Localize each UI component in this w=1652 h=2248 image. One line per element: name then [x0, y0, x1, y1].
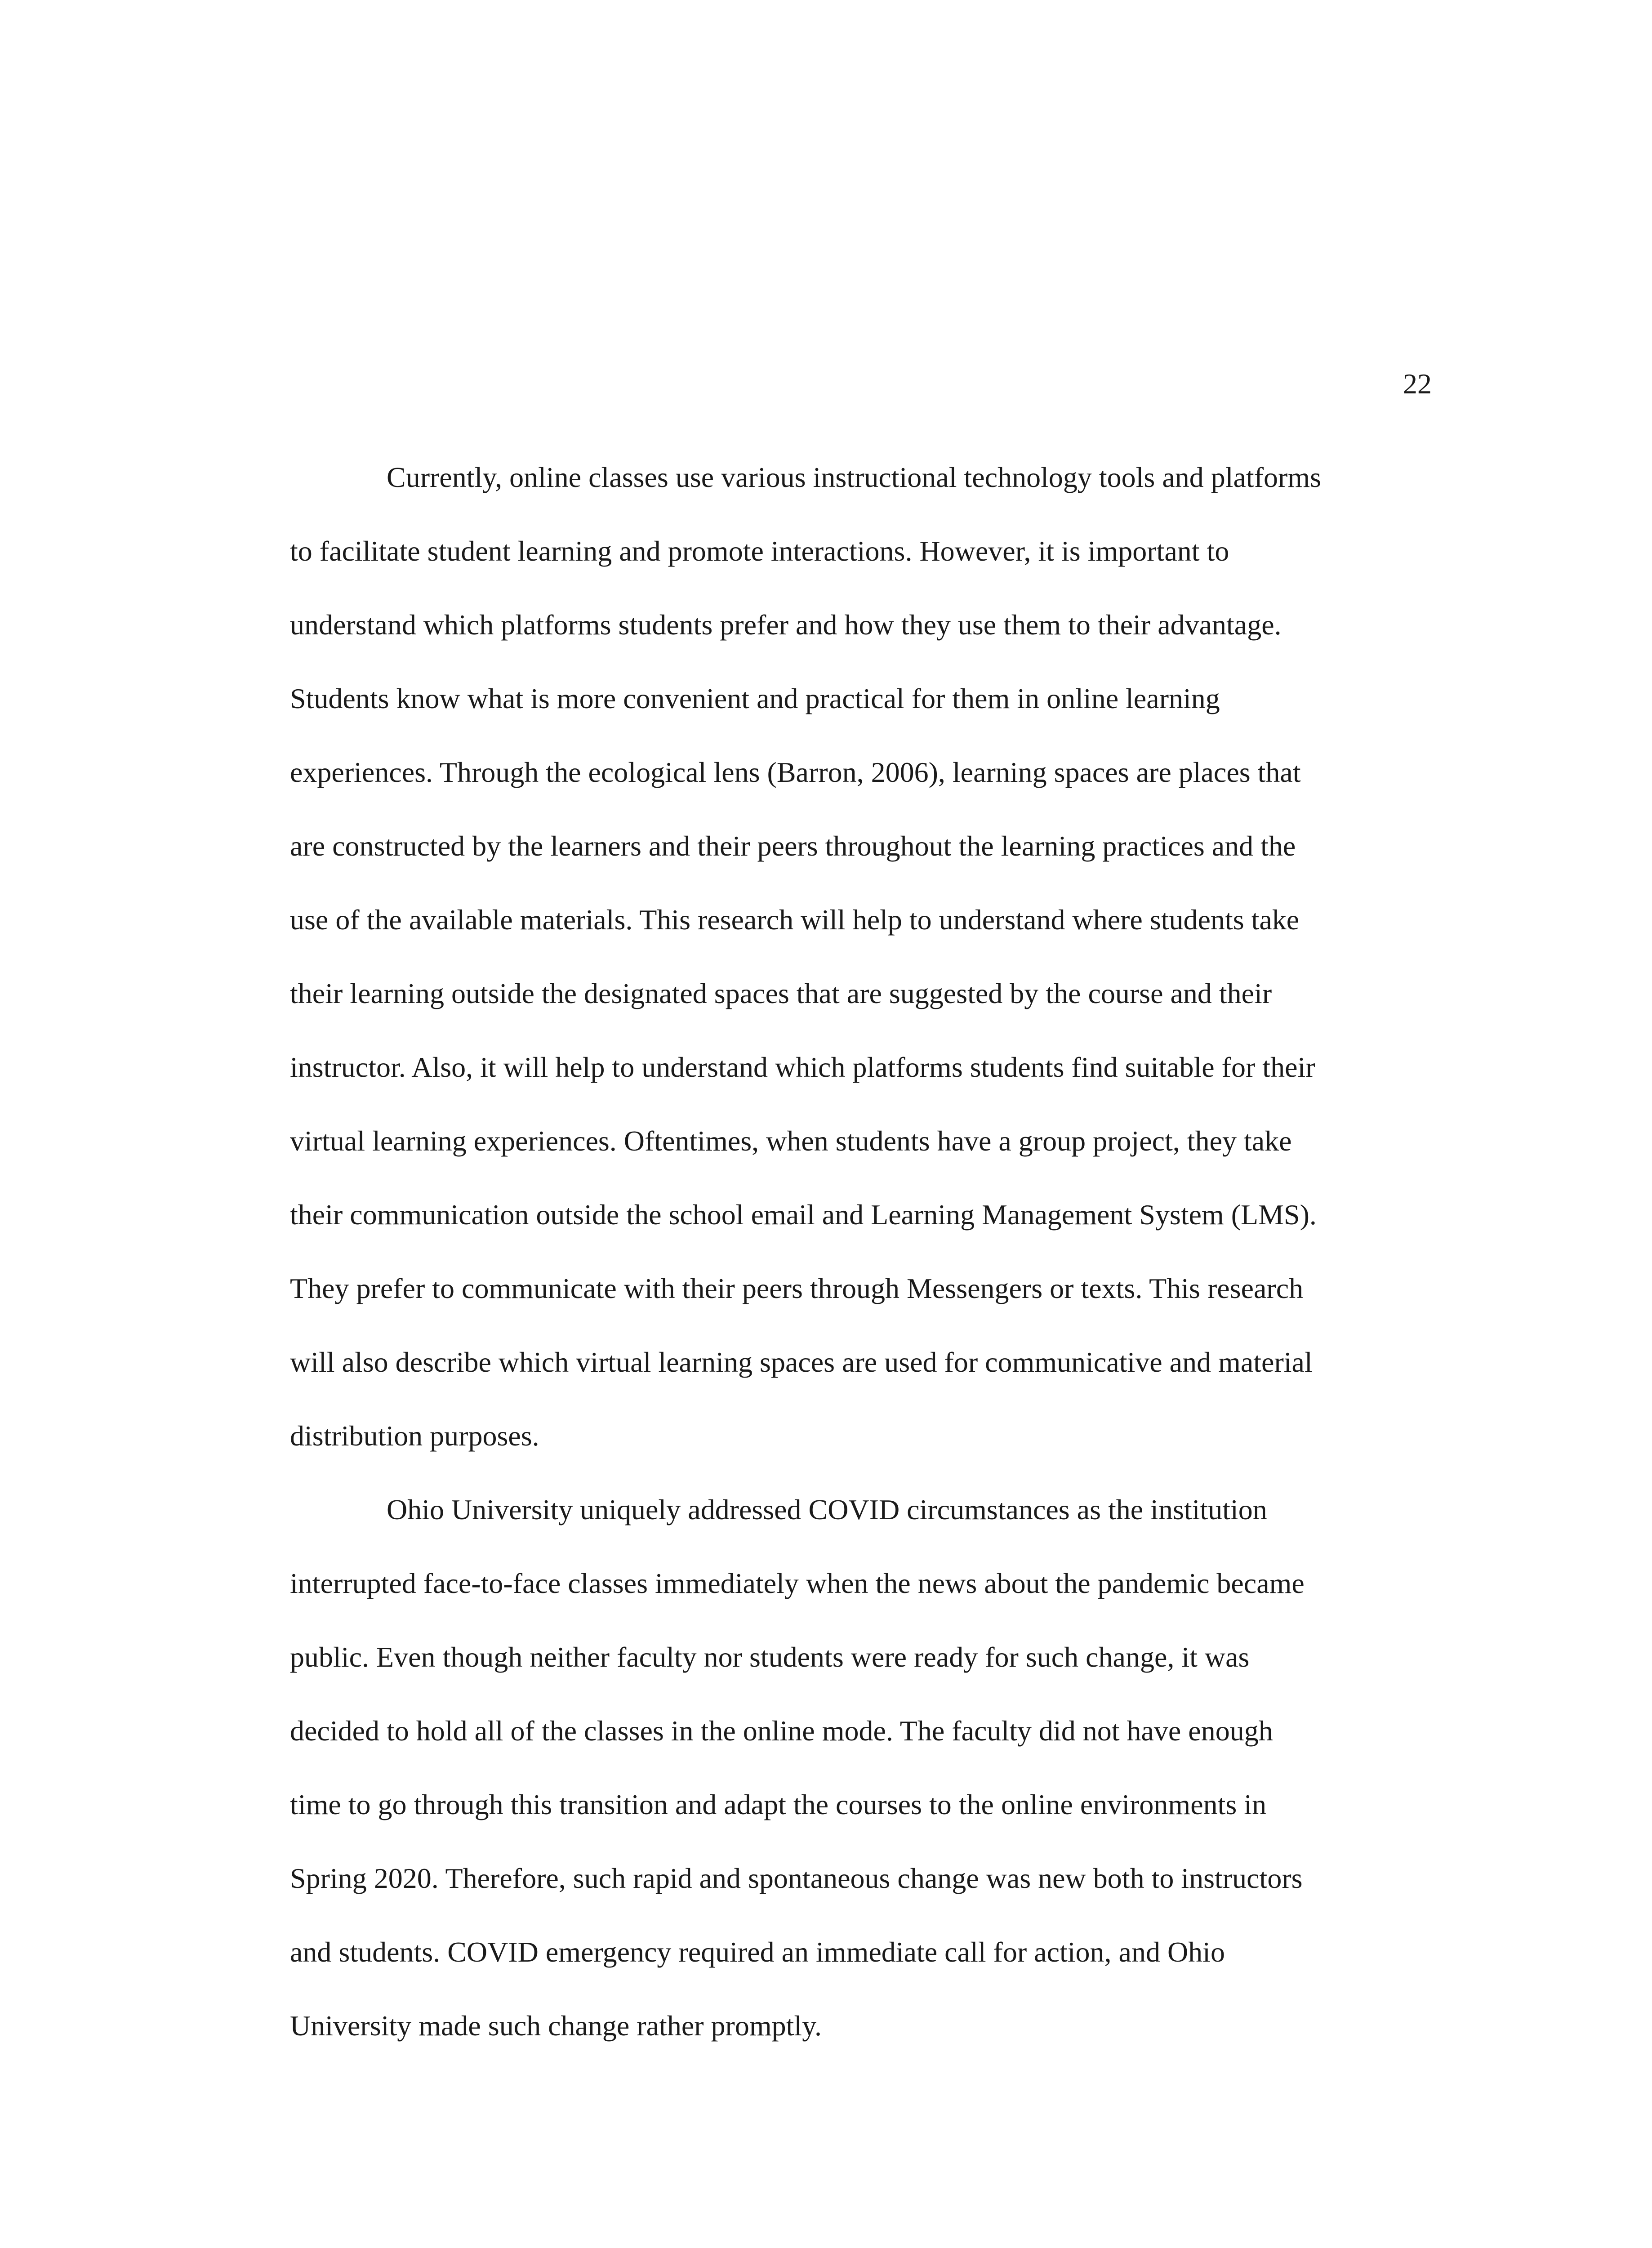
paragraph-line: University made such change rather promptly.: [290, 2010, 822, 2042]
paragraph-line: Ohio University uniquely addressed COVID circumstances as the institution: [387, 1494, 1267, 1525]
paragraph-line: their communication outside the school email and Learning Management System (LMS).: [290, 1199, 1317, 1231]
page-number: 22: [1403, 368, 1432, 400]
paragraph-line: experiences. Through the ecological lens (Barron, 2006), learning spaces are places that: [290, 756, 1301, 788]
paragraph-1: [290, 441, 1441, 1473]
paragraph-2: [290, 1473, 1441, 2063]
paragraph-line: will also describe which virtual learning spaces are used for communicative and material: [290, 1346, 1313, 1378]
paragraph-line: understand which platforms students prefer and how they use them to their advantage.: [290, 609, 1282, 641]
paragraph-line: Currently, online classes use various instructional technology tools and platforms: [387, 461, 1321, 493]
paragraph-line: distribution purposes.: [290, 1420, 539, 1452]
paragraph-line: interrupted face-to-face classes immediately when the news about the pandemic became: [290, 1567, 1305, 1599]
paragraph-line: decided to hold all of the classes in the online mode. The faculty did not have enough: [290, 1715, 1273, 1747]
paragraph-line: to facilitate student learning and promote interactions. However, it is important to: [290, 535, 1229, 567]
paragraph-line: their learning outside the designated spaces that are suggested by the course and their: [290, 977, 1272, 1009]
paragraph-line: time to go through this transition and adapt the courses to the online environments in: [290, 1789, 1267, 1820]
paragraph-line: Students know what is more convenient and practical for them in online learning: [290, 682, 1220, 714]
paragraph-line: and students. COVID emergency required an immediate call for action, and Ohio: [290, 1936, 1225, 1968]
paragraph-line: They prefer to communicate with their peers through Messengers or texts. This research: [290, 1272, 1304, 1304]
paragraph-line: are constructed by the learners and their peers throughout the learning practices and the: [290, 830, 1296, 862]
paragraph-line: Spring 2020. Therefore, such rapid and spontaneous change was new both to instructors: [290, 1862, 1303, 1894]
body-text: [290, 441, 1441, 2063]
paragraph-line: instructor. Also, it will help to understand which platforms students find suitable for their: [290, 1051, 1315, 1083]
paragraph-line: use of the available materials. This research will help to understand where students take: [290, 904, 1300, 936]
paragraph-line: virtual learning experiences. Oftentimes, when students have a group project, they take: [290, 1125, 1292, 1157]
paragraph-line: public. Even though neither faculty nor students were ready for such change, it was: [290, 1641, 1250, 1673]
